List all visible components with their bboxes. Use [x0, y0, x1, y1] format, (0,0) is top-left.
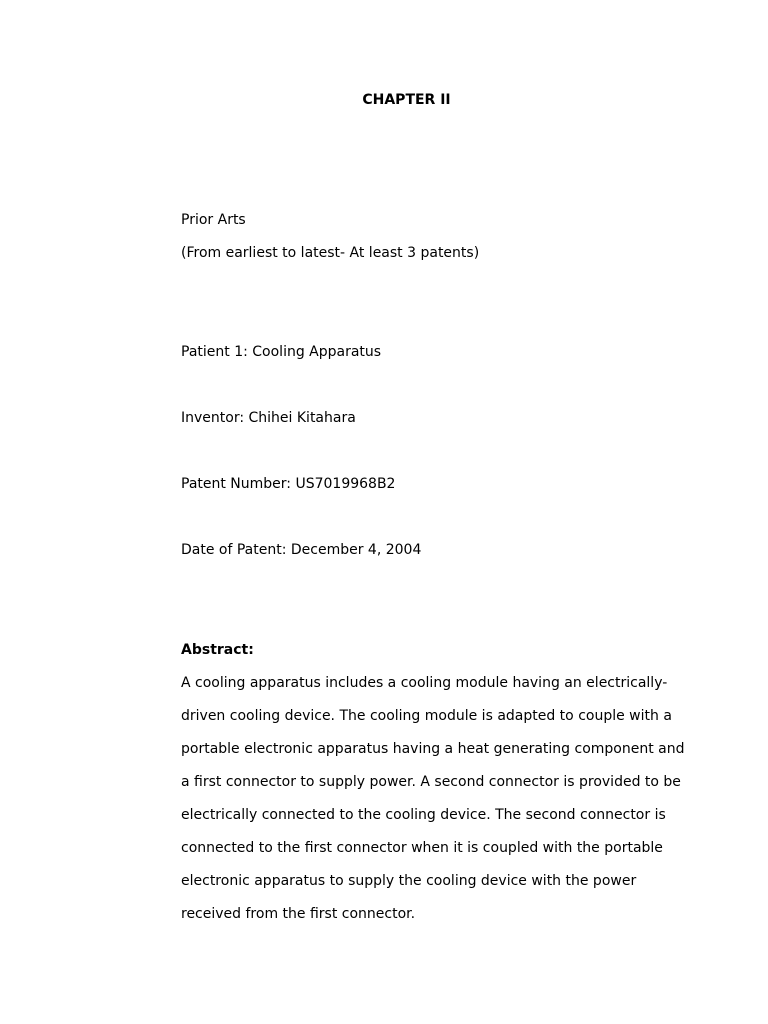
- abstract-heading: Abstract:: [181, 642, 254, 658]
- patent-inventor: Inventor: Chihei Kitahara: [181, 410, 356, 426]
- patent-title: Patient 1: Cooling Apparatus: [181, 344, 382, 360]
- patent-number: Patent Number: US7019968B2: [181, 476, 396, 492]
- prior-arts-subheading: (From earliest to latest- At least 3 patents): [181, 245, 480, 261]
- chapter-title: CHAPTER II: [362, 92, 451, 108]
- patent-date: Date of Patent: December 4, 2004: [181, 542, 422, 558]
- abstract-line: connected to the first connector when it is coupled with the portable: [181, 840, 663, 856]
- prior-arts-heading: Prior Arts: [181, 212, 246, 228]
- abstract-text: [181, 675, 701, 939]
- abstract-line: portable electronic apparatus having a heat generating component and: [181, 741, 685, 757]
- abstract-line: A cooling apparatus includes a cooling module having an electrically-: [181, 675, 668, 691]
- abstract-line: driven cooling device. The cooling module is adapted to couple with a: [181, 708, 672, 724]
- abstract-line: received from the first connector.: [181, 906, 416, 922]
- abstract-line: a first connector to supply power. A second connector is provided to be: [181, 774, 681, 790]
- abstract-line: electrically connected to the cooling device. The second connector is: [181, 807, 666, 823]
- abstract-line: electronic apparatus to supply the cooling device with the power: [181, 873, 637, 889]
